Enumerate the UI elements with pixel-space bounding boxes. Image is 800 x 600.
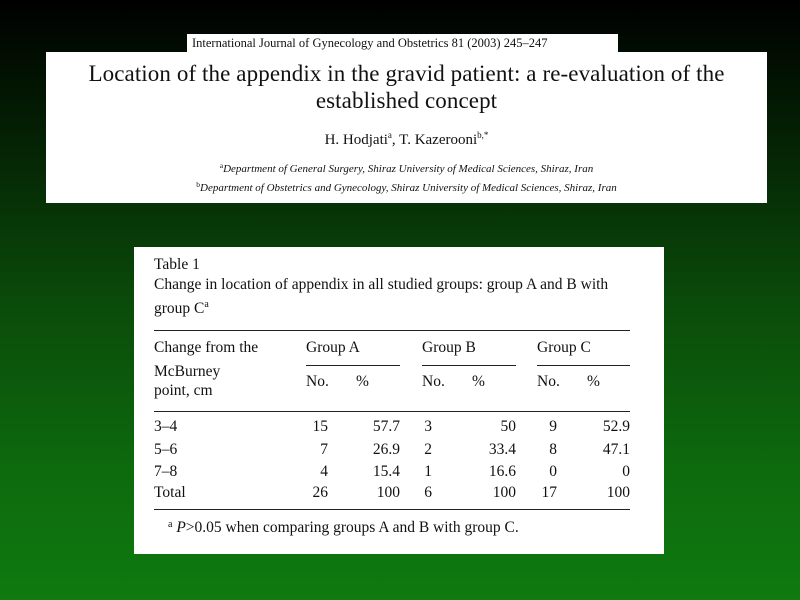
group-header: Group A	[306, 339, 360, 356]
table-footnote	[168, 519, 519, 537]
affiliation-text: Department of Obstetrics and Gynecology, Shiraz University of Medical Sciences, Shiraz, Iran	[200, 182, 617, 194]
count-cell: 17	[541, 484, 557, 501]
percent-cell: 26.9	[372, 441, 400, 458]
author-mark: a	[387, 130, 392, 140]
footnote-mark: a	[168, 519, 173, 530]
sub-header: %	[587, 373, 600, 390]
sub-header: No.	[422, 373, 445, 390]
percent-cell: 15.4	[372, 463, 400, 480]
table-caption	[154, 275, 634, 319]
author-name: H. Hodjati	[324, 132, 388, 148]
table-panel	[134, 247, 664, 554]
percent-cell: 100	[376, 484, 400, 501]
affiliation-line	[46, 177, 767, 196]
count-cell: 8	[549, 441, 557, 458]
footnote-text: >0.05 when comparing groups A and B with group C.	[185, 519, 519, 536]
count-cell: 15	[312, 418, 328, 435]
percent-cell: 47.1	[602, 441, 630, 458]
article-header	[46, 52, 767, 203]
count-cell: 3	[424, 418, 432, 435]
article-title: Location of the appendix in the gravid patient: a re-evaluation of the established concept	[88, 61, 725, 113]
group-rule	[306, 365, 400, 366]
author-mark: b,*	[477, 130, 489, 140]
table-top-rule	[154, 330, 630, 331]
percent-cell: 100	[492, 484, 516, 501]
affiliation-mark: b	[196, 180, 201, 189]
row-label: Total	[154, 484, 186, 501]
journal-citation: International Journal of Gynecology and Obstetrics 81 (2003) 245–247	[187, 34, 618, 52]
footnote-p: P	[176, 519, 186, 536]
table-bottom-rule	[154, 509, 630, 510]
sub-header: %	[356, 373, 369, 390]
table-label: Table 1	[154, 256, 200, 273]
count-cell: 0	[549, 463, 557, 480]
count-cell: 9	[549, 418, 557, 435]
count-cell: 7	[320, 441, 328, 458]
row-header-line: McBurney	[154, 363, 221, 380]
affiliation-list	[46, 158, 767, 196]
group-rule	[537, 365, 630, 366]
sub-header: %	[472, 373, 485, 390]
percent-cell: 100	[606, 484, 630, 501]
row-label: 3–4	[154, 418, 178, 435]
group-rule	[422, 365, 516, 366]
author-name: T. Kazerooni	[399, 132, 478, 148]
row-label: 7–8	[154, 463, 178, 480]
group-header: Group B	[422, 339, 476, 356]
count-cell: 1	[424, 463, 432, 480]
count-cell: 2	[424, 441, 432, 458]
percent-cell: 16.6	[488, 463, 516, 480]
sub-header: No.	[306, 373, 329, 390]
row-label: 5–6	[154, 441, 178, 458]
count-cell: 26	[312, 484, 328, 501]
table-caption-mark: a	[204, 299, 209, 310]
table-caption-text: Change in location of appendix in all studied groups: group A and B with group C	[154, 276, 609, 317]
percent-cell: 57.7	[372, 418, 400, 435]
percent-cell: 52.9	[602, 418, 630, 435]
percent-cell: 33.4	[488, 441, 516, 458]
sub-header: No.	[537, 373, 560, 390]
row-header-line: Change from the	[154, 339, 259, 356]
affiliation-line	[46, 158, 767, 177]
group-header: Group C	[537, 339, 591, 356]
row-header-line: point, cm	[154, 382, 213, 399]
count-cell: 4	[320, 463, 328, 480]
author-list: H. Hodjati$^a$, T. Kazerooni$^{b,*}$	[324, 130, 489, 148]
table-header-rule	[154, 411, 630, 412]
affiliation-mark: a	[219, 161, 224, 170]
percent-cell: 0	[622, 463, 630, 480]
count-cell: 6	[424, 484, 432, 501]
affiliation-text: Department of General Surgery, Shiraz University of Medical Sciences, Shiraz, Iran	[223, 163, 594, 175]
percent-cell: 50	[500, 418, 516, 435]
